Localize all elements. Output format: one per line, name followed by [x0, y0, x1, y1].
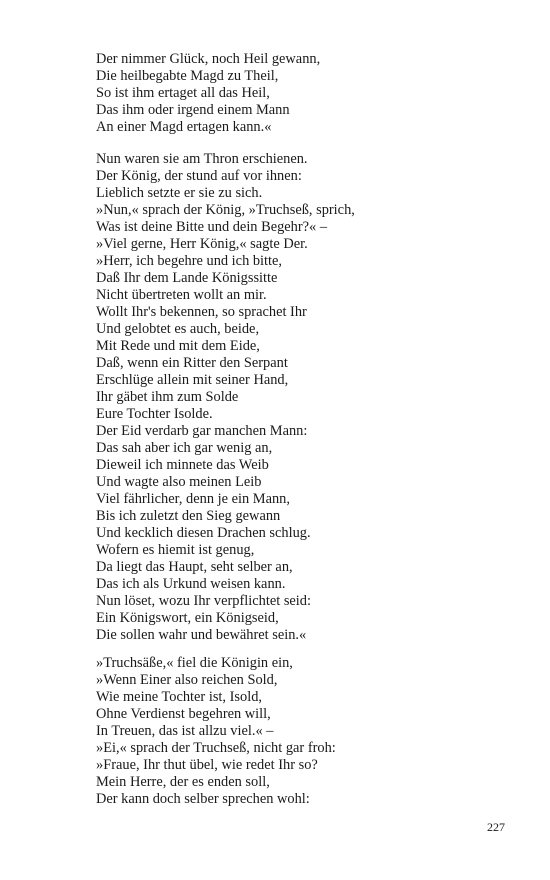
page-number: 227	[487, 820, 505, 834]
verse-line: Viel fährlicher, denn je ein Mann,	[96, 491, 290, 507]
verse-line: Das ihm oder irgend einem Mann	[96, 102, 290, 118]
stanza	[96, 51, 516, 136]
verse-line: Mein Herre, der es enden soll,	[96, 774, 270, 790]
verse-line: »Truchsäße,« fiel die Königin ein,	[96, 655, 293, 671]
verse-line: »Wenn Einer also reichen Sold,	[96, 672, 278, 688]
verse-line: Was ist deine Bitte und dein Begehr?« –	[96, 219, 328, 235]
verse-line: Der Eid verdarb gar manchen Mann:	[96, 423, 308, 439]
verse-line: Ohne Verdienst begehren will,	[96, 706, 271, 722]
verse-line: Der nimmer Glück, noch Heil gewann,	[96, 51, 321, 67]
verse-line: Das ich als Urkund weisen kann.	[96, 576, 286, 592]
verse-line: Wofern es hiemit ist genug,	[96, 542, 255, 558]
verse-line: Der kann doch selber sprechen wohl:	[96, 791, 310, 807]
verse-line: Erschlüge allein mit seiner Hand,	[96, 372, 289, 388]
verse-line: An einer Magd ertagen kann.«	[96, 119, 272, 135]
verse-line: Daß, wenn ein Ritter den Serpant	[96, 355, 288, 371]
verse-line: Lieblich setzte er sie zu sich.	[96, 185, 263, 201]
verse-line: Der König, der stund auf vor ihnen:	[96, 168, 302, 184]
verse-line: Wollt Ihr's bekennen, so sprachet Ihr	[96, 304, 307, 320]
verse-line: Und wagte also meinen Leib	[96, 474, 262, 490]
verse-line: »Herr, ich begehre und ich bitte,	[96, 253, 283, 269]
verse-line: »Nun,« sprach der König, »Truchseß, sprich,	[96, 202, 355, 218]
verse-line: Nicht übertreten wollt an mir.	[96, 287, 267, 303]
verse-line: In Treuen, das ist allzu viel.« –	[96, 723, 274, 739]
verse-line: So ist ihm ertaget all das Heil,	[96, 85, 270, 101]
verse-line: »Ei,« sprach der Truchseß, nicht gar froh:	[96, 740, 336, 756]
stanza	[96, 655, 516, 808]
verse-line: »Viel gerne, Herr König,« sagte Der.	[96, 236, 308, 252]
verse-line: Ihr gäbet ihm zum Solde	[96, 389, 239, 405]
verse-line: Daß Ihr dem Lande Königssitte	[96, 270, 278, 286]
verse-line: Dieweil ich minnete das Weib	[96, 457, 269, 473]
verse-line: Die sollen wahr und bewähret sein.«	[96, 627, 307, 643]
verse-line: Da liegt das Haupt, seht selber an,	[96, 559, 293, 575]
verse-line: Nun löset, wozu Ihr verpflichtet seid:	[96, 593, 312, 609]
verse-line: Und kecklich diesen Drachen schlug.	[96, 525, 311, 541]
verse-line: Wie meine Tochter ist, Isold,	[96, 689, 262, 705]
verse-line: Eure Tochter Isolde.	[96, 406, 213, 422]
verse-line: Und gelobtet es auch, beide,	[96, 321, 260, 337]
verse-line: Ein Königswort, ein Königseid,	[96, 610, 279, 626]
verse-line: Mit Rede und mit dem Eide,	[96, 338, 260, 354]
verse-line: »Fraue, Ihr thut übel, wie redet Ihr so?	[96, 757, 318, 773]
verse-line: Die heilbegabte Magd zu Theil,	[96, 68, 279, 84]
verse-line: Das sah aber ich gar wenig an,	[96, 440, 273, 456]
verse-line: Nun waren sie am Thron erschienen.	[96, 151, 308, 167]
stanza	[96, 151, 516, 644]
verse-line: Bis ich zuletzt den Sieg gewann	[96, 508, 281, 524]
